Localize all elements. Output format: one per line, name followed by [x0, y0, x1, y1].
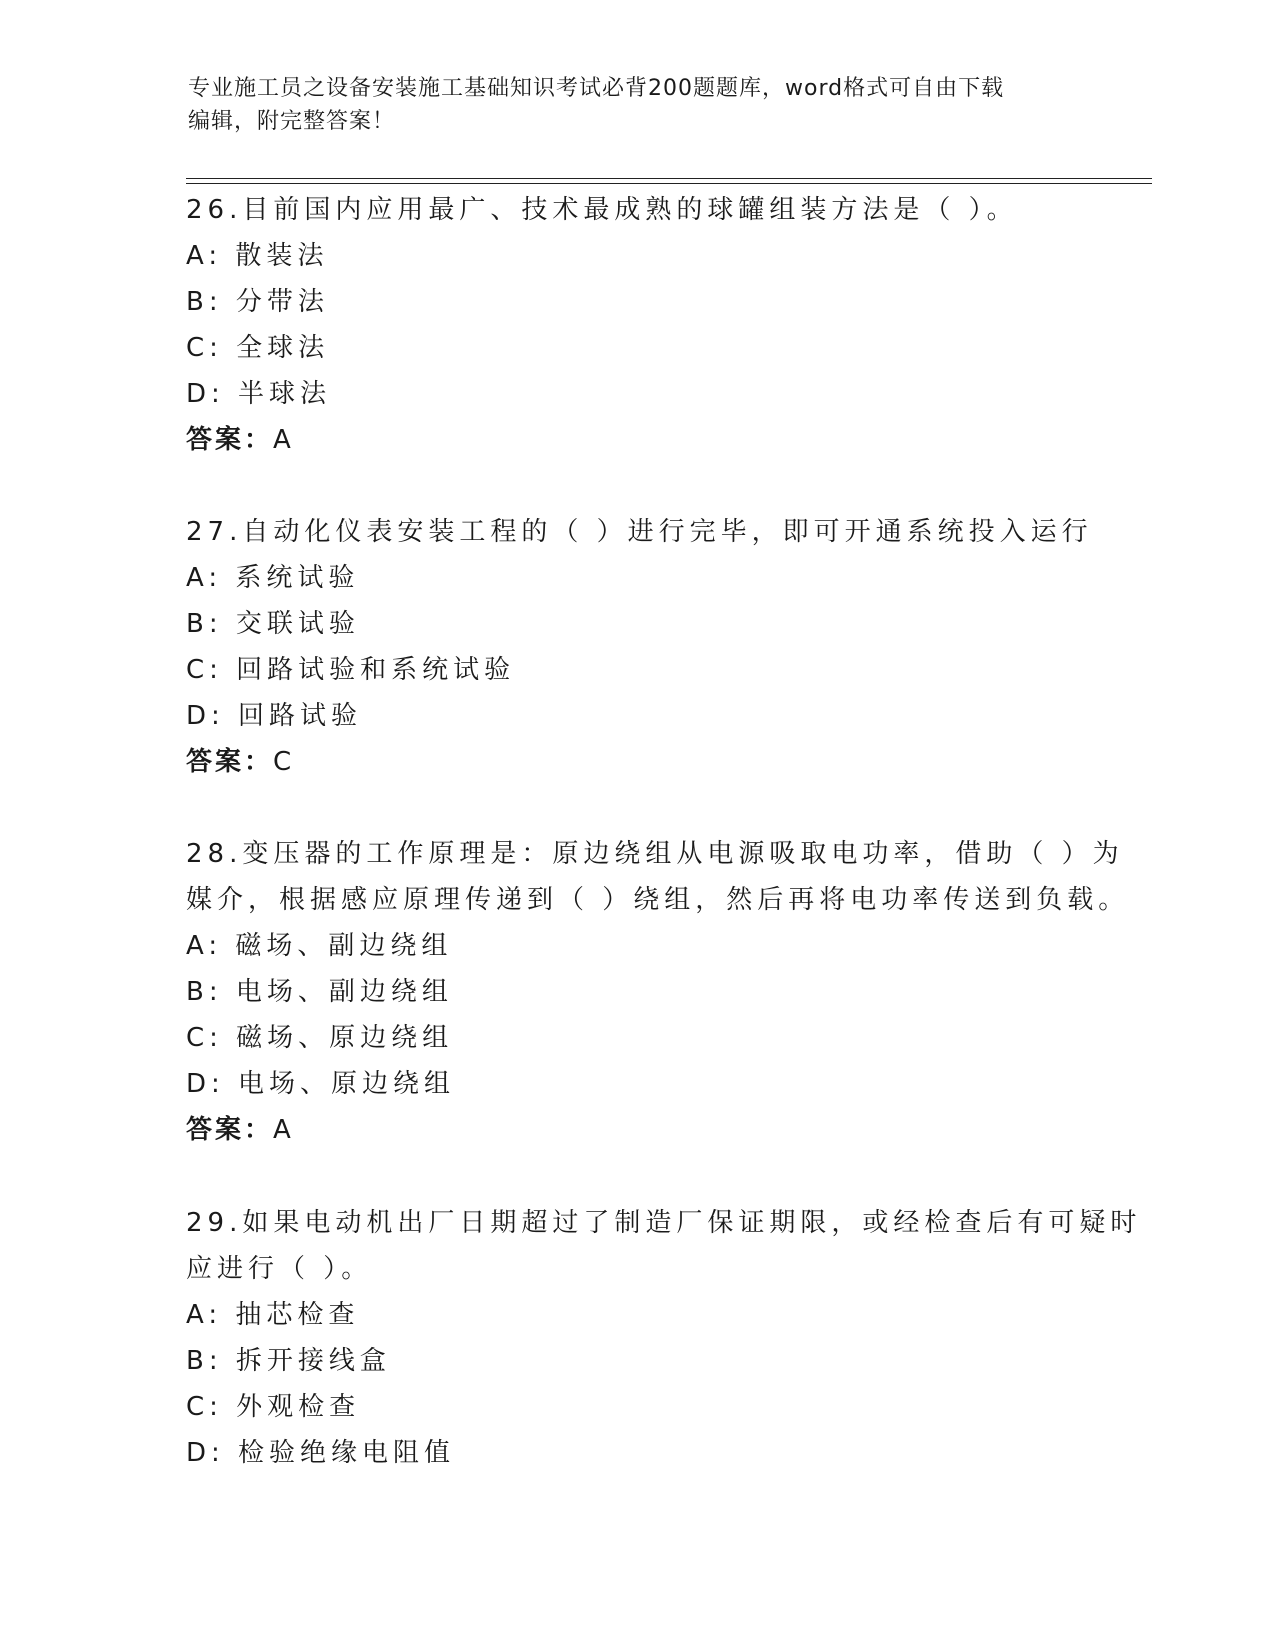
answer-value: A: [273, 425, 294, 455]
option-d: D: 半球法: [186, 379, 332, 409]
answer-value: C: [273, 747, 295, 777]
option-a: A: 磁场、副边绕组: [186, 931, 453, 961]
option-c: C: 外观检查: [186, 1392, 361, 1422]
answer-label: 答案：: [186, 425, 274, 455]
option-b: B: 分带法: [186, 287, 329, 317]
answer: [186, 417, 1066, 463]
question-text-line-2: 媒介，根据感应原理传递到（ ）绕组，然后再将电功率传送到负载。: [186, 885, 1130, 915]
question-text-line-1: 28.变压器的工作原理是：原边绕组从电源吸取电功率，借助（ ）为: [186, 839, 1124, 869]
option-b: B: 电场、副边绕组: [186, 977, 453, 1007]
question-26: [186, 187, 1066, 463]
question-text: 27.自动化仪表安装工程的（ ）进行完毕，即可开通系统投入运行: [186, 517, 1093, 547]
header-divider-bottom: [186, 183, 1152, 184]
question-text-line-1: 29.如果电动机出厂日期超过了制造厂保证期限，或经检查后有可疑时: [186, 1208, 1142, 1238]
option-d: D: 电场、原边绕组: [186, 1069, 456, 1099]
option-c: C: 全球法: [186, 333, 330, 363]
option-c: C: 回路试验和系统试验: [186, 655, 516, 685]
option-a: A: 散装法: [186, 241, 329, 271]
option-a: A: 系统试验: [186, 563, 360, 593]
option-c: C: 磁场、原边绕组: [186, 1023, 454, 1053]
header-line-2: 编辑，附完整答案！: [188, 109, 396, 134]
question-text: 26.目前国内应用最广、技术最成熟的球罐组装方法是（ ）。: [186, 195, 1018, 225]
answer: [186, 1107, 1066, 1153]
document-header: [188, 72, 1068, 138]
option-d: D: 检验绝缘电阻值: [186, 1438, 456, 1468]
answer: [186, 739, 1066, 785]
header-divider-top: [186, 178, 1152, 179]
answer-value: A: [273, 1115, 294, 1145]
question-28: [186, 831, 1130, 1153]
answer-label: 答案：: [186, 1115, 274, 1145]
answer-label: 答案：: [186, 747, 274, 777]
question-29: [186, 1200, 1142, 1476]
option-d: D: 回路试验: [186, 701, 363, 731]
question-text-line-2: 应进行（ ）。: [186, 1254, 373, 1284]
option-a: A: 抽芯检查: [186, 1300, 360, 1330]
header-line-1: 专业施工员之设备安装施工基础知识考试必背200题题库，word格式可自由下载: [188, 76, 1005, 101]
option-b: B: 拆开接线盒: [186, 1346, 391, 1376]
question-27: [186, 509, 1093, 785]
option-b: B: 交联试验: [186, 609, 360, 639]
